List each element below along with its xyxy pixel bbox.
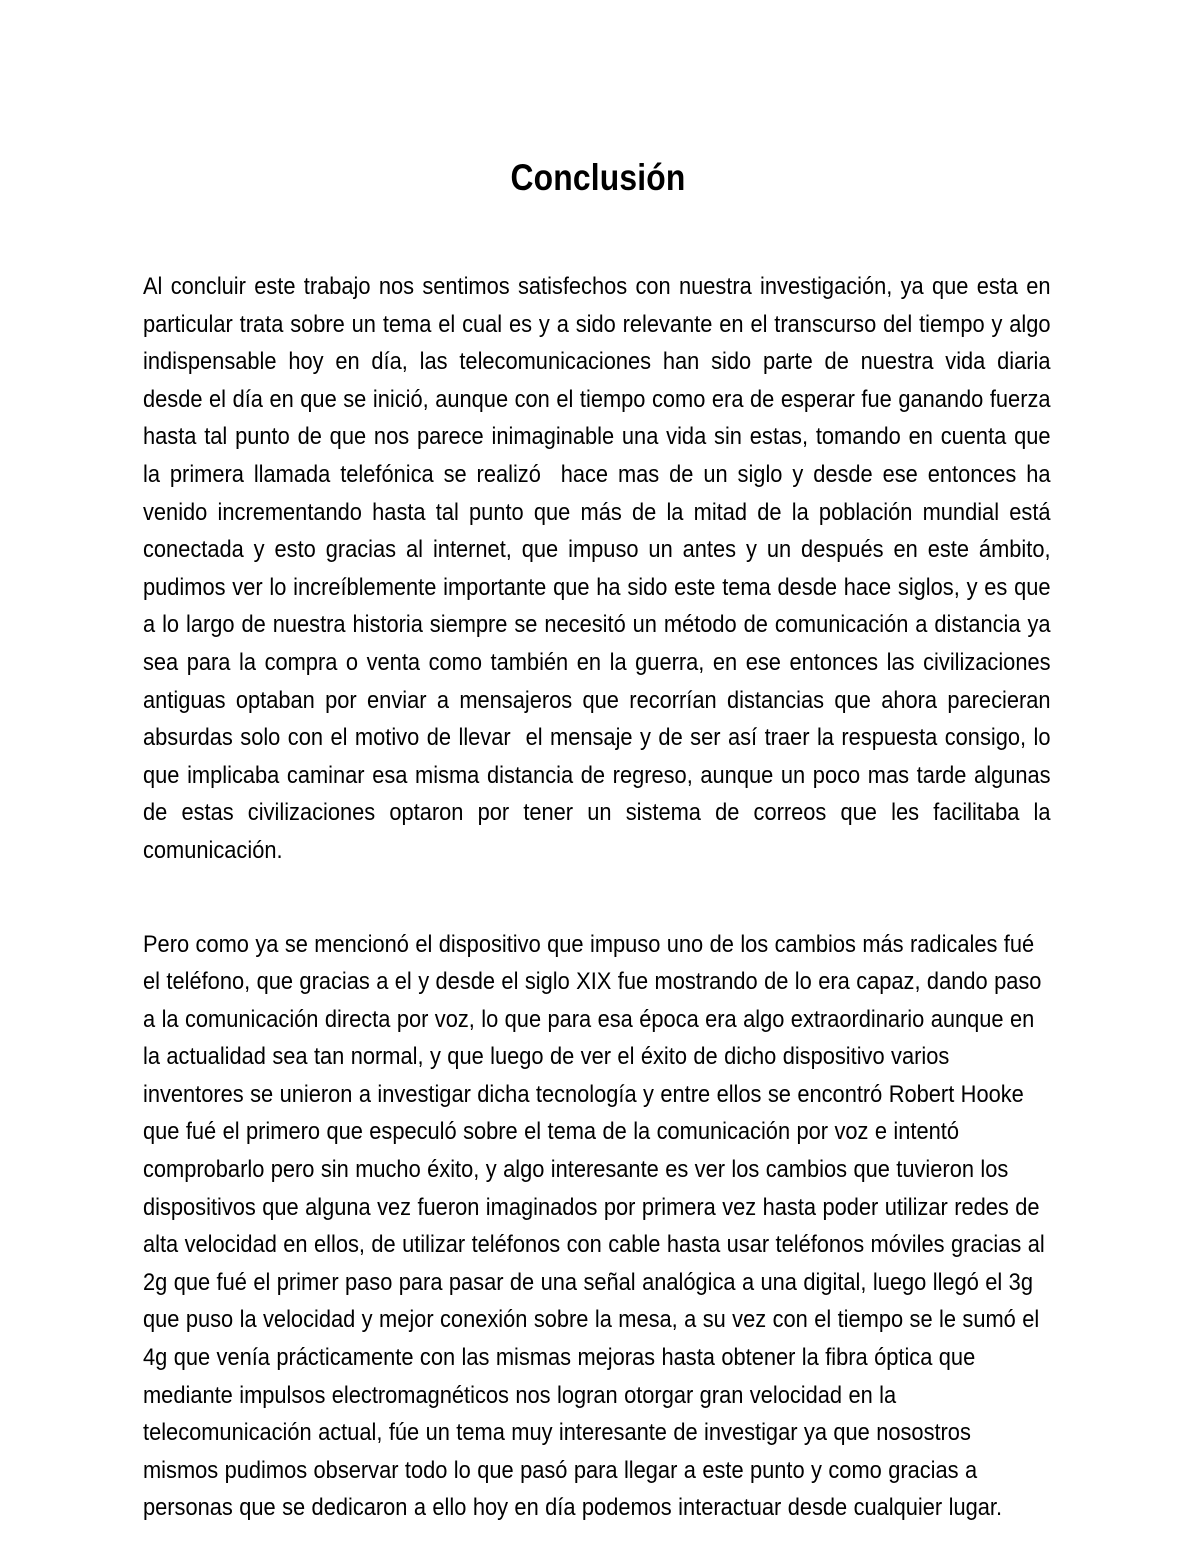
page-title: Conclusión — [510, 156, 686, 198]
body-paragraph-2: Pero como ya se mencionó el dispositivo que impuso uno de los cambios más radicales fué el teléfono, que gracias a el y desde el siglo XIX fue mostrando de lo era capaz, dando paso a la comunicación directa por voz, lo que para esa época era algo extraordinario aunque en la actualidad sea tan normal, y que luego de ver el éxito de dicho dispositivo varios inventores se unieron a investigar dicha tecnología y entre ellos se encontró Robert Hooke que fué el primero que especuló sobre el tema de la comunicación por voz e intentó comprobarlo pero sin mucho éxito, y algo interesante es ver los cambios que tuvieron los dispositivos que alguna vez fueron imaginados por primera vez hasta poder utilizar redes de alta velocidad en ellos, de utilizar teléfonos con cable hasta usar teléfonos móviles gracias al 2g que fué el primer paso para pasar de una señal analógica a una digital, luego llegó el 3g que puso la velocidad y mejor conexión sobre la mesa, a su vez con el tiempo se le sumó el 4g que venía prácticamente con las mismas mejoras hasta obtener la fibra óptica que mediante impulsos electromagnéticos nos logran otorgar gran velocidad en la telecomunicación actual, fúe un tema muy interesante de investigar ya que nosostros mismos pudimos observar todo lo que pasó para llegar a este punto y como gracias a personas que se dedicaron a ello hoy en día podemos interactuar desde cualquier lugar. — [143, 930, 1052, 1522]
document-body — [143, 268, 1057, 1527]
body-paragraph-1: Al concluir este trabajo nos sentimos satisfechos con nuestra investigación, ya que esta en particular trata sobre un tema el cual es y a sido relevante en el transcurso del tiempo y algo indispensable hoy en día, las telecomunicaciones han sido parte de nuestra vida diaria desde el día en que se inició, aunque con el tiempo como era de esperar fue ganando fuerza hasta tal punto de que nos parece inimaginable una vida sin estas, tomando en cuenta que la primera llamada telefónica se realizó hace mas de un siglo y desde ese entonces ha venido incrementando hasta tal punto que más de la mitad de la población mundial está conectada y esto gracias al internet, que impuso un antes y un después en este ámbito, pudimos ver lo increíblemente importante que ha sido este tema desde hace siglos, y es que a lo largo de nuestra historia siempre se necesitó un método de comunicación a distancia ya sea para la compra o venta como también en la guerra, en ese entonces las civilizaciones antiguas optaban por enviar a mensajeros que recorrían distancias que ahora parecieran absurdas solo con el motivo de llevar el mensaje y de ser así traer la respuesta consigo, lo que implicaba caminar esa misma distancia de regreso, aunque un poco mas tarde algunas de estas civilizaciones optaron por tener un sistema de correos que les facilitaba la comunicación. — [143, 273, 1057, 864]
